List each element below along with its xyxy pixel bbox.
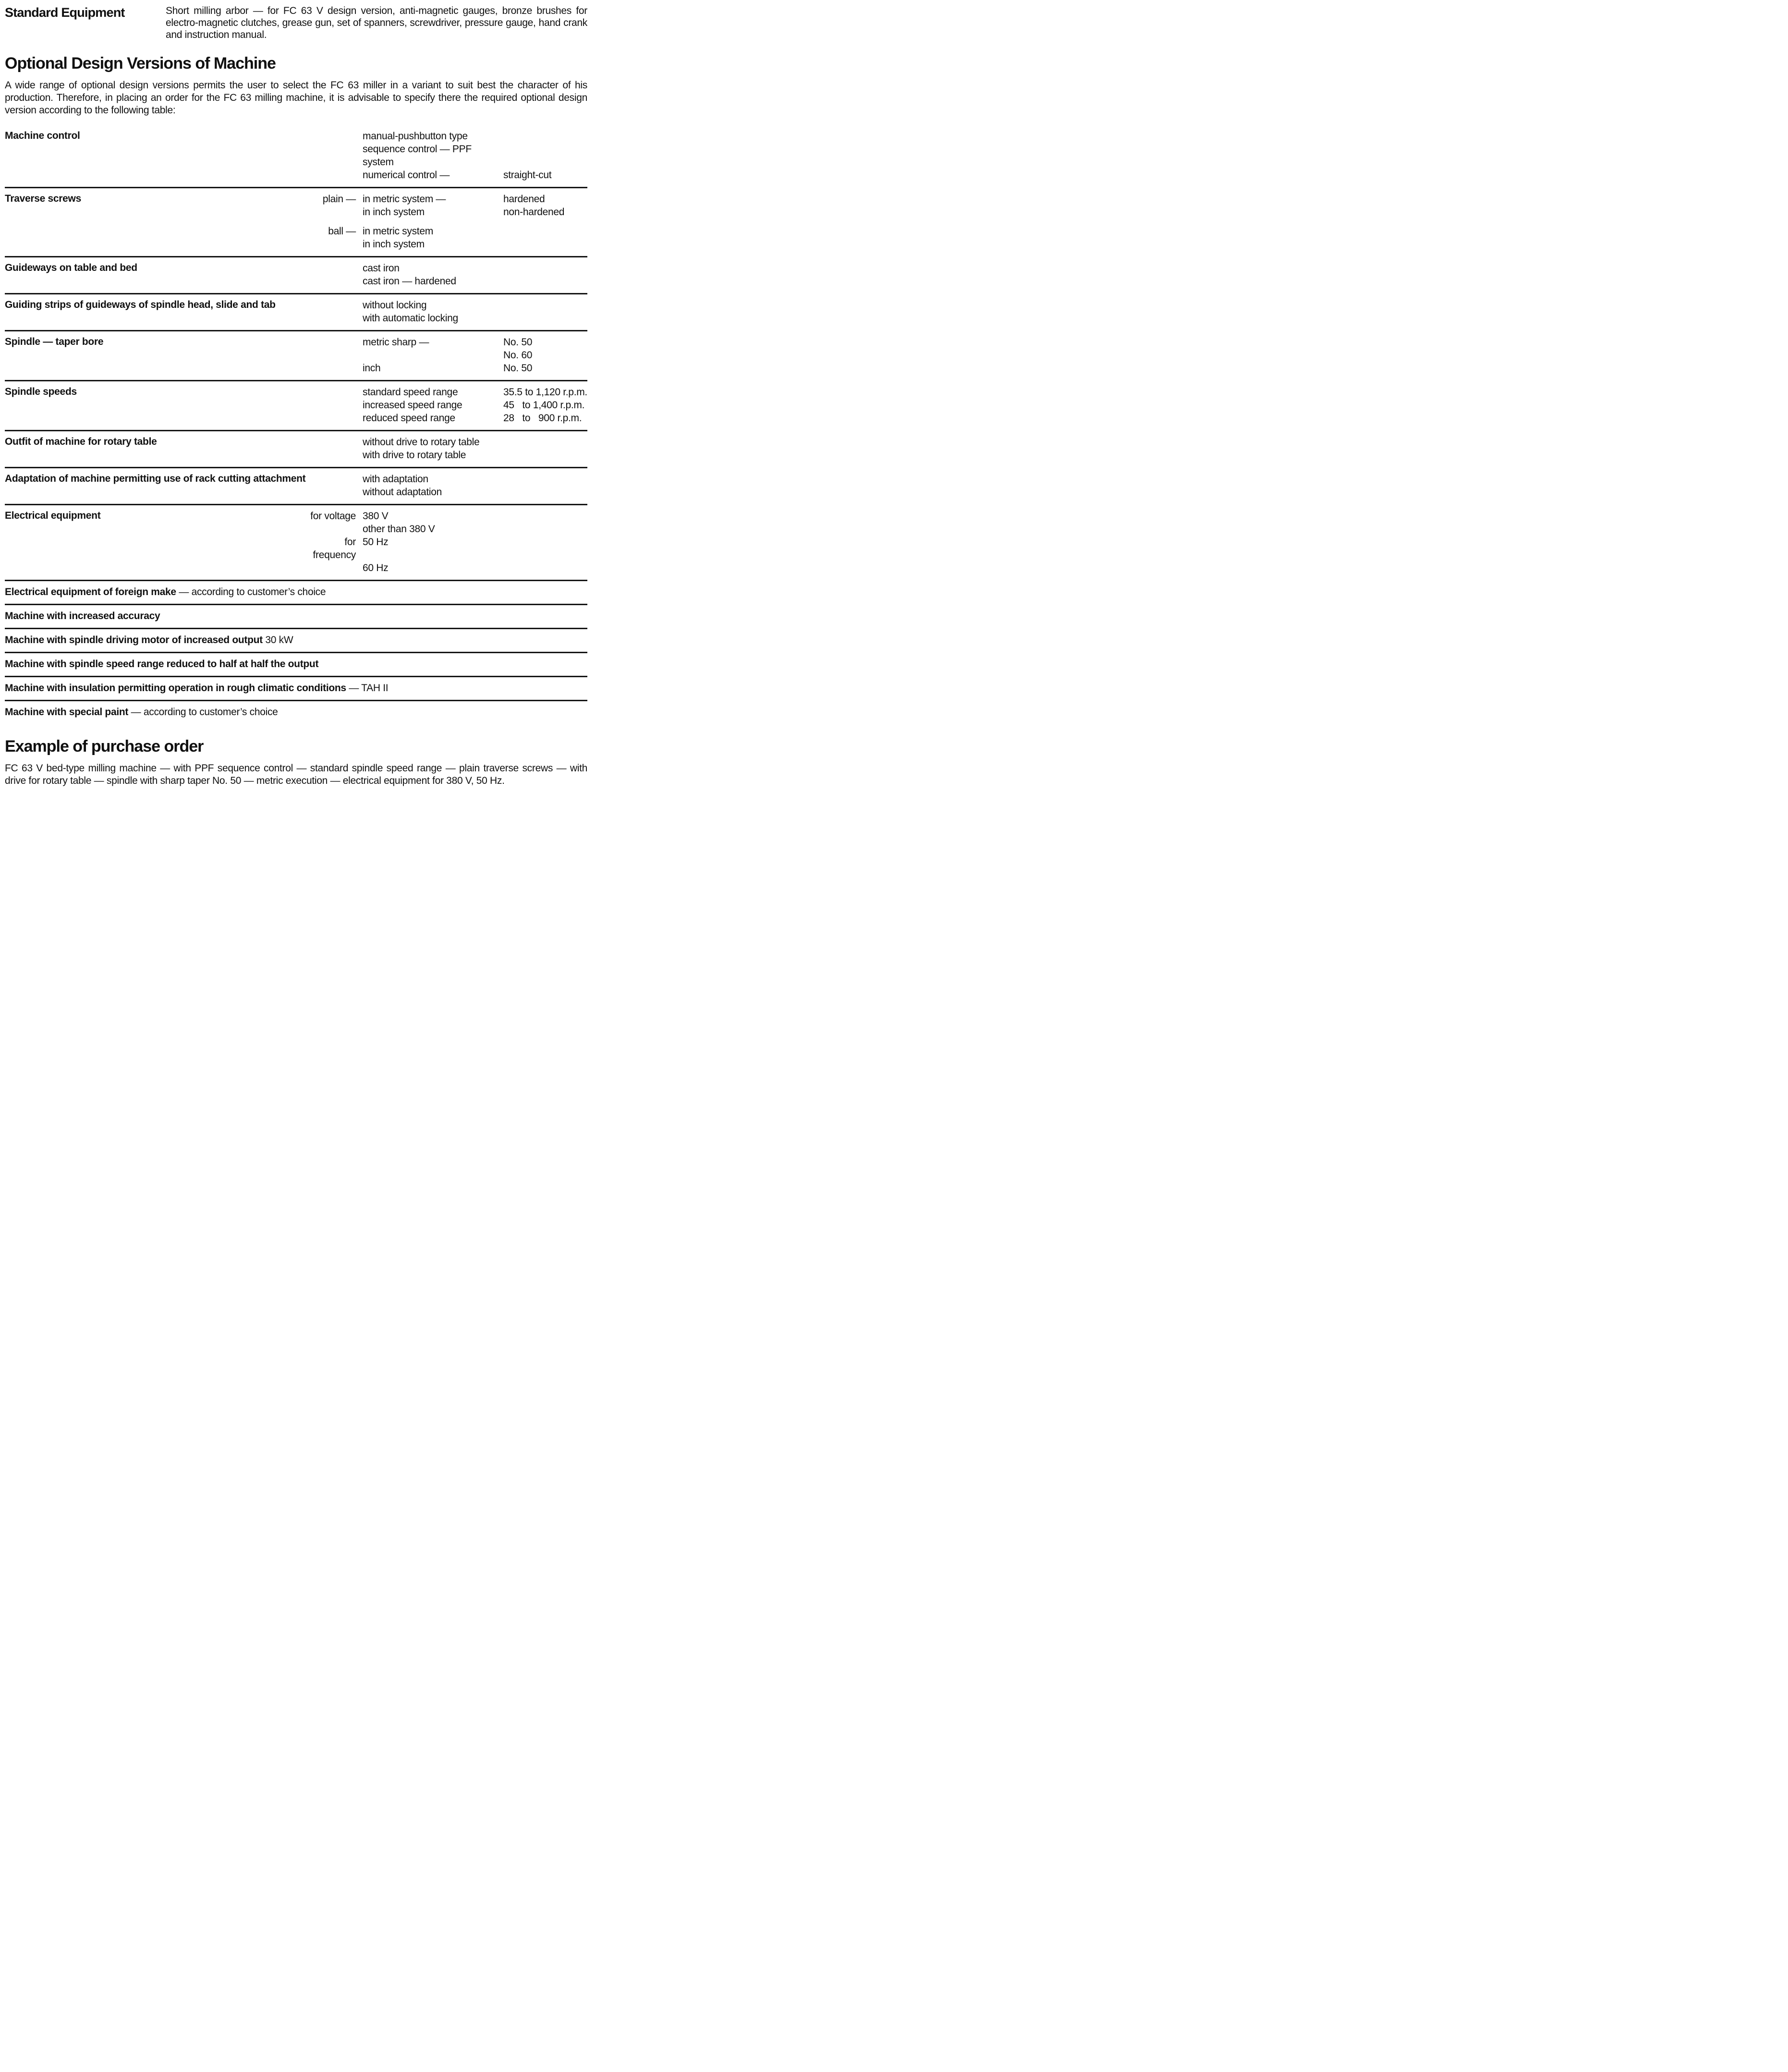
sub-label: [303, 238, 363, 251]
row-tail: — according to customer’s choice: [128, 707, 278, 718]
row-text: [5, 634, 293, 646]
row-increased-output-motor: [5, 629, 587, 653]
option-line: [303, 275, 587, 288]
option-text: reduced speed range: [363, 413, 455, 424]
purchase-order-section: [5, 736, 587, 787]
option-text: without locking: [363, 300, 427, 311]
option-value: non-hardened: [503, 207, 565, 218]
row-options: [303, 130, 587, 182]
row-machine-control: [5, 125, 587, 188]
options-table: [5, 125, 587, 724]
option-line: [303, 399, 587, 412]
row-guiding-strips: [5, 294, 587, 331]
row-rotary-table-outfit: [5, 431, 587, 468]
sub-label: for voltage: [310, 511, 356, 522]
option-line: [303, 510, 587, 523]
option-line: [303, 169, 587, 182]
option-line: [303, 336, 587, 349]
option-line: [303, 536, 587, 561]
option-line: [303, 262, 587, 275]
option-line: [303, 386, 587, 399]
row-label: Guiding strips of guideways of spindle head, slide and tab: [5, 299, 276, 310]
row-text: [5, 658, 318, 670]
sub-label: [303, 386, 363, 399]
row-traverse-screws: [5, 188, 587, 257]
sub-label: [303, 143, 363, 169]
option-line: [303, 523, 587, 536]
option-text: metric sharp —: [363, 337, 429, 348]
option-value: hardened: [503, 194, 545, 205]
option-text: 380 V: [363, 511, 389, 522]
row-spindle-taper-bore: [5, 331, 587, 381]
option-line: [363, 486, 587, 499]
row-label: Machine with spindle speed range reduced to half at half the output: [5, 658, 319, 670]
option-line: [363, 473, 587, 486]
row-label: Guideways on table and bed: [5, 262, 137, 273]
option-text: cast iron: [363, 263, 400, 274]
option-text: 50 Hz: [363, 536, 389, 548]
sub-label: [303, 436, 363, 449]
sub-label: plain —: [322, 194, 356, 205]
sub-label: for frequency: [313, 536, 356, 561]
option-line: [303, 436, 587, 449]
row-increased-accuracy: [5, 605, 587, 629]
sub-label: [303, 349, 363, 362]
row-label: Machine with special paint: [5, 707, 129, 718]
option-text: numerical control —: [363, 170, 450, 181]
option-value: [503, 523, 587, 536]
option-text: with adaptation: [363, 474, 428, 485]
option-value: [503, 486, 587, 499]
option-value: [503, 561, 587, 574]
optional-versions-heading: Optional Design Versions of Machine: [5, 54, 276, 73]
option-value: No. 60: [503, 350, 533, 361]
option-value: [503, 449, 587, 462]
row-text: [5, 609, 160, 622]
option-value: No. 50: [503, 363, 533, 374]
optional-versions-section: [5, 53, 587, 724]
option-value: [503, 312, 587, 325]
standard-equipment-section: [5, 5, 587, 41]
option-value: [503, 225, 587, 238]
row-label: Machine with spindle driving motor of increased output: [5, 634, 263, 646]
sub-label: [303, 336, 363, 349]
option-value: 45 to 1,400 r.p.m.: [503, 400, 585, 411]
option-line: [303, 449, 587, 462]
sub-label: [303, 275, 363, 288]
purchase-order-body: FC 63 V bed-type milling machine — with PPF sequence control — standard spindle speed range — plain traverse screws — with drive for rotary table — spindle with sharp taper No. 50 — metric execution — electrical equipment for 380 V, 50 Hz.: [5, 763, 587, 786]
option-text: in metric system —: [363, 194, 446, 205]
row-tail: — according to customer’s choice: [176, 586, 326, 597]
option-text: other than 380 V: [363, 524, 435, 535]
row-text: [5, 706, 278, 719]
option-line: [303, 143, 587, 169]
row-options: [303, 336, 587, 375]
option-text: 60 Hz: [363, 562, 389, 573]
option-text: in metric system: [363, 226, 433, 237]
option-text: sequence control — PPF system: [363, 144, 472, 168]
row-options: [303, 193, 587, 251]
row-label: Machine with increased accuracy: [5, 610, 160, 622]
row-rack-cutting-adaptation: [5, 468, 587, 505]
row-text: [5, 585, 326, 598]
option-value: [503, 436, 587, 449]
option-line: [303, 561, 587, 574]
option-text: standard speed range: [363, 387, 458, 398]
row-text: [5, 682, 388, 695]
row-electrical-equipment: [5, 505, 587, 581]
standard-equipment-body: Short milling arbor — for FC 63 V design version, anti-magnetic gauges, bronze brushes for electro-magnetic clutches, grease gun, set of spanners, screwdriver, pressure gauge, hand crank and instruction manual.: [166, 5, 587, 40]
option-value: 28 to 900 r.p.m.: [503, 413, 582, 424]
page-root: [0, 0, 596, 802]
row-tail: — TAH II: [346, 683, 389, 694]
option-line: [303, 206, 587, 219]
option-value: straight-cut: [503, 170, 552, 181]
option-value: No. 50: [503, 337, 533, 348]
row-options: [303, 386, 587, 425]
option-value: [503, 275, 587, 288]
option-text: with automatic locking: [363, 313, 458, 324]
option-line: [363, 312, 587, 325]
option-value: [503, 473, 587, 486]
sub-label: [303, 130, 363, 143]
option-line: [303, 412, 587, 425]
row-foreign-electrical: [5, 581, 587, 605]
sub-label: ball —: [328, 226, 356, 237]
sub-label: [303, 523, 363, 536]
option-line: [303, 349, 587, 362]
row-label: Spindle speeds: [5, 386, 77, 397]
row-label: Machine with insulation permitting operation in rough climatic conditions: [5, 683, 346, 694]
row-options: [303, 436, 587, 462]
row-special-paint: [5, 701, 587, 724]
option-text: in inch system: [363, 207, 425, 218]
option-text: inch: [363, 363, 381, 374]
option-text: without adaptation: [363, 487, 442, 498]
option-text: with drive to rotary table: [363, 450, 466, 461]
sub-label: [303, 561, 363, 574]
row-spindle-speeds: [5, 381, 587, 431]
purchase-order-heading: Example of purchase order: [5, 737, 204, 756]
option-text: cast iron — hardened: [363, 276, 456, 287]
sub-label: [303, 169, 363, 182]
option-text: in inch system: [363, 239, 425, 250]
option-text: manual-pushbutton type: [363, 131, 468, 142]
option-value: [503, 143, 587, 169]
row-label: Electrical equipment of foreign make: [5, 586, 176, 597]
option-text: without drive to rotary table: [363, 437, 480, 448]
option-line: [303, 362, 587, 375]
row-guideways: [5, 257, 587, 294]
sub-label: [303, 362, 363, 375]
row-climatic-insulation: [5, 677, 587, 701]
option-text: [363, 349, 503, 362]
row-options: [363, 473, 587, 499]
row-options: [303, 510, 587, 574]
row-tail: 30 kW: [262, 634, 293, 646]
option-value: [503, 510, 587, 523]
row-label: Outfit of machine for rotary table: [5, 436, 157, 447]
row-label: Adaptation of machine permitting use of rack cutting attachment: [5, 473, 306, 484]
option-value: [503, 262, 587, 275]
standard-equipment-heading: Standard Equipment: [5, 5, 125, 20]
option-line: [303, 225, 587, 238]
option-text: increased speed range: [363, 400, 462, 411]
scanned-catalog-page: [0, 0, 596, 802]
option-value: [503, 536, 587, 561]
option-value: [503, 238, 587, 251]
row-label: Spindle — taper bore: [5, 336, 104, 347]
option-value: [503, 299, 587, 312]
sub-label: [303, 449, 363, 462]
row-label: Electrical equipment: [5, 510, 101, 521]
row-reduced-speed-range: [5, 653, 587, 677]
option-line: [303, 193, 587, 206]
option-line: [303, 130, 587, 143]
option-line: [363, 299, 587, 312]
option-value: 35.5 to 1,120 r.p.m.: [503, 387, 587, 398]
sub-label: [303, 206, 363, 219]
optional-versions-intro: A wide range of optional design versions permits the user to select the FC 63 miller in a variant to suit best the character of his production. Therefore, in placing an order for the FC 63 milling machine, it is advisable to specify there the required optional design version according to the following table:: [5, 80, 587, 116]
sub-label: [303, 262, 363, 275]
row-options: [303, 262, 587, 288]
sub-label: [303, 399, 363, 412]
sub-label: [303, 412, 363, 425]
row-label: Machine control: [5, 130, 80, 141]
row-label: Traverse screws: [5, 193, 81, 204]
row-options: [363, 299, 587, 325]
option-value: [503, 130, 587, 143]
option-line: [303, 238, 587, 251]
